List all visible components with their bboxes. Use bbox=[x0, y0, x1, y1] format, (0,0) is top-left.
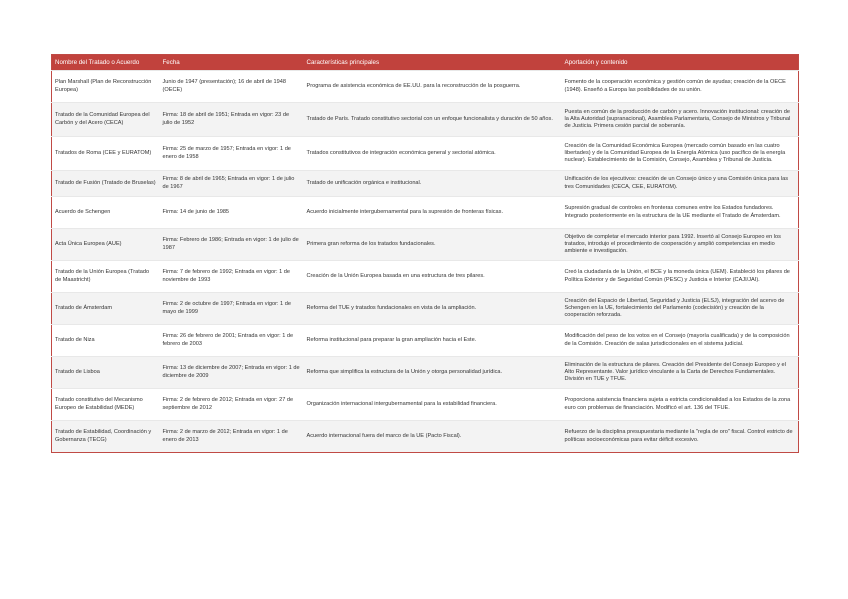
header-date: Fecha bbox=[160, 55, 304, 71]
cell-features: Reforma que simplifica la estructura de la Unión y otorga personalidad jurídica. bbox=[304, 357, 562, 389]
table-row bbox=[52, 229, 799, 261]
cell-date: Firma: 26 de febrero de 2001; Entrada en vigor: 1 de febrero de 2003 bbox=[160, 325, 304, 357]
table-row bbox=[52, 197, 799, 229]
table-row bbox=[52, 389, 799, 421]
cell-features: Creación de la Unión Europea basada en una estructura de tres pilares. bbox=[304, 261, 562, 293]
cell-features: Tratados constitutivos de integración económica general y sectorial atómica. bbox=[304, 137, 562, 171]
cell-date: Firma: 2 de febrero de 2012; Entrada en vigor: 27 de septiembre de 2012 bbox=[160, 389, 304, 421]
table-row bbox=[52, 261, 799, 293]
cell-name: Tratado de Lisboa bbox=[52, 357, 160, 389]
cell-features: Tratado de unificación orgánica e institucional. bbox=[304, 171, 562, 197]
table-row bbox=[52, 325, 799, 357]
cell-features: Acuerdo inicialmente intergubernamental para la supresión de fronteras físicas. bbox=[304, 197, 562, 229]
treaties-table bbox=[51, 54, 799, 453]
cell-features: Acuerdo internacional fuera del marco de la UE (Pacto Fiscal). bbox=[304, 421, 562, 453]
cell-name: Tratado de Niza bbox=[52, 325, 160, 357]
header-features: Características principales bbox=[304, 55, 562, 71]
table-row bbox=[52, 171, 799, 197]
table-row bbox=[52, 71, 799, 103]
cell-contribution: Objetivo de completar el mercado interior para 1992. Insertó al Consejo Europeo en los tratados, introdujo el procedimiento de cooperación y amplió competencias en medio ambiente e investigación. bbox=[562, 229, 799, 261]
cell-contribution: Supresión gradual de controles en fronteras comunes entre los Estados fundadores. Integrado posteriormente en la estructura de la UE mediante el Tratado de Ámsterdam. bbox=[562, 197, 799, 229]
cell-contribution: Creó la ciudadanía de la Unión, el BCE y la moneda única (UEM). Estableció los pilares de Política Exterior y de Seguridad Común (PESC) y Justicia e Interior (CAJI/JAI). bbox=[562, 261, 799, 293]
cell-date: Firma: 2 de marzo de 2012; Entrada en vigor: 1 de enero de 2013 bbox=[160, 421, 304, 453]
cell-name: Tratados de Roma (CEE y EURATOM) bbox=[52, 137, 160, 171]
cell-date: Firma: 25 de marzo de 1957; Entrada en vigor: 1 de enero de 1958 bbox=[160, 137, 304, 171]
cell-features: Tratado de París. Tratado constitutivo sectorial con un enfoque funcionalista y duración de 50 años. bbox=[304, 103, 562, 137]
cell-name: Tratado de Estabilidad, Coordinación y Gobernanza (TECG) bbox=[52, 421, 160, 453]
cell-date: Firma: 2 de octubre de 1997; Entrada en vigor: 1 de mayo de 1999 bbox=[160, 293, 304, 325]
cell-date: Firma: 18 de abril de 1951; Entrada en vigor: 23 de julio de 1952 bbox=[160, 103, 304, 137]
cell-name: Tratado de Ámsterdam bbox=[52, 293, 160, 325]
cell-name: Acuerdo de Schengen bbox=[52, 197, 160, 229]
cell-name: Tratado constitutivo del Mecanismo Europeo de Estabilidad (MEDE) bbox=[52, 389, 160, 421]
table-row bbox=[52, 103, 799, 137]
cell-features: Reforma del TUE y tratados fundacionales en vista de la ampliación. bbox=[304, 293, 562, 325]
cell-features: Reforma institucional para preparar la gran ampliación hacia el Este. bbox=[304, 325, 562, 357]
cell-name: Tratado de Fusión (Tratado de Bruselas) bbox=[52, 171, 160, 197]
cell-date: Firma: Febrero de 1986; Entrada en vigor: 1 de julio de 1987 bbox=[160, 229, 304, 261]
cell-name: Acta Única Europea (AUE) bbox=[52, 229, 160, 261]
header-contribution: Aportación y contenido bbox=[562, 55, 799, 71]
cell-contribution: Fomento de la cooperación económica y gestión común de ayudas; creación de la OECE (1948). Enseñó a Europa las posibilidades de su unión. bbox=[562, 71, 799, 103]
cell-features: Organización internacional intergubernamental para la estabilidad financiera. bbox=[304, 389, 562, 421]
cell-contribution: Creación de la Comunidad Económica Europea (mercado común basado en las cuatro libertades) y de la Comunidad Europea de la Energía Atómica (uso pacífico de la energía nuclear). Establecimiento de la Comisión, Consejo, Asamblea y Tribunal de Justicia. bbox=[562, 137, 799, 171]
table-row bbox=[52, 293, 799, 325]
cell-features: Primera gran reforma de los tratados fundacionales. bbox=[304, 229, 562, 261]
cell-contribution: Creación del Espacio de Libertad, Seguridad y Justicia (ELSJ), integración del acervo de Schengen en la UE, fortalecimiento del Parlamento (codecisión) y creación de la cooperación reforzada. bbox=[562, 293, 799, 325]
header-name: Nombre del Tratado o Acuerdo bbox=[52, 55, 160, 71]
cell-features: Programa de asistencia económica de EE.UU. para la reconstrucción de la posguerra. bbox=[304, 71, 562, 103]
cell-contribution: Unificación de los ejecutivos: creación de un Consejo único y una Comisión única para las tres Comunidades (CECA, CEE, EURATOM). bbox=[562, 171, 799, 197]
table-row bbox=[52, 137, 799, 171]
table-row bbox=[52, 421, 799, 453]
cell-date: Firma: 7 de febrero de 1992; Entrada en vigor: 1 de noviembre de 1993 bbox=[160, 261, 304, 293]
cell-contribution: Eliminación de la estructura de pilares. Creación del Presidente del Consejo Europeo y el Alto Representante. Valor jurídico vinculante a la Carta de Derechos Fundamentales. División en TUE y TFUE. bbox=[562, 357, 799, 389]
cell-name: Plan Marshall (Plan de Reconstrucción Europea) bbox=[52, 71, 160, 103]
cell-contribution: Puesta en común de la producción de carbón y acero. Innovación institucional: creación de la Alta Autoridad (supranacional), Asamblea Parlamentaria, Consejo de Ministros y Tribunal de Justicia. Primera cesión parcial de soberanía. bbox=[562, 103, 799, 137]
cell-contribution: Proporciona asistencia financiera sujeta a estricta condicionalidad a los Estados de la zona euro con problemas de financiación. Modificó el art. 136 del TFUE. bbox=[562, 389, 799, 421]
table-row bbox=[52, 357, 799, 389]
cell-date: Junio de 1947 (presentación); 16 de abril de 1948 (OECE) bbox=[160, 71, 304, 103]
table-header bbox=[52, 55, 799, 71]
cell-name: Tratado de la Unión Europea (Tratado de Maastricht) bbox=[52, 261, 160, 293]
cell-date: Firma: 13 de diciembre de 2007; Entrada en vigor: 1 de diciembre de 2009 bbox=[160, 357, 304, 389]
cell-name: Tratado de la Comunidad Europea del Carbón y del Acero (CECA) bbox=[52, 103, 160, 137]
table-body bbox=[52, 71, 799, 453]
cell-contribution: Modificación del peso de los votos en el Consejo (mayoría cualificada) y de la composición de la Comisión. Creación de salas jurisdiccionales en el sistema judicial. bbox=[562, 325, 799, 357]
header-row bbox=[52, 55, 799, 71]
cell-date: Firma: 14 de junio de 1985 bbox=[160, 197, 304, 229]
cell-contribution: Refuerzo de la disciplina presupuestaria mediante la "regla de oro" fiscal. Control estricto de políticas socioeconómicas para evitar déficit excesivo. bbox=[562, 421, 799, 453]
cell-date: Firma: 8 de abril de 1965; Entrada en vigor: 1 de julio de 1967 bbox=[160, 171, 304, 197]
